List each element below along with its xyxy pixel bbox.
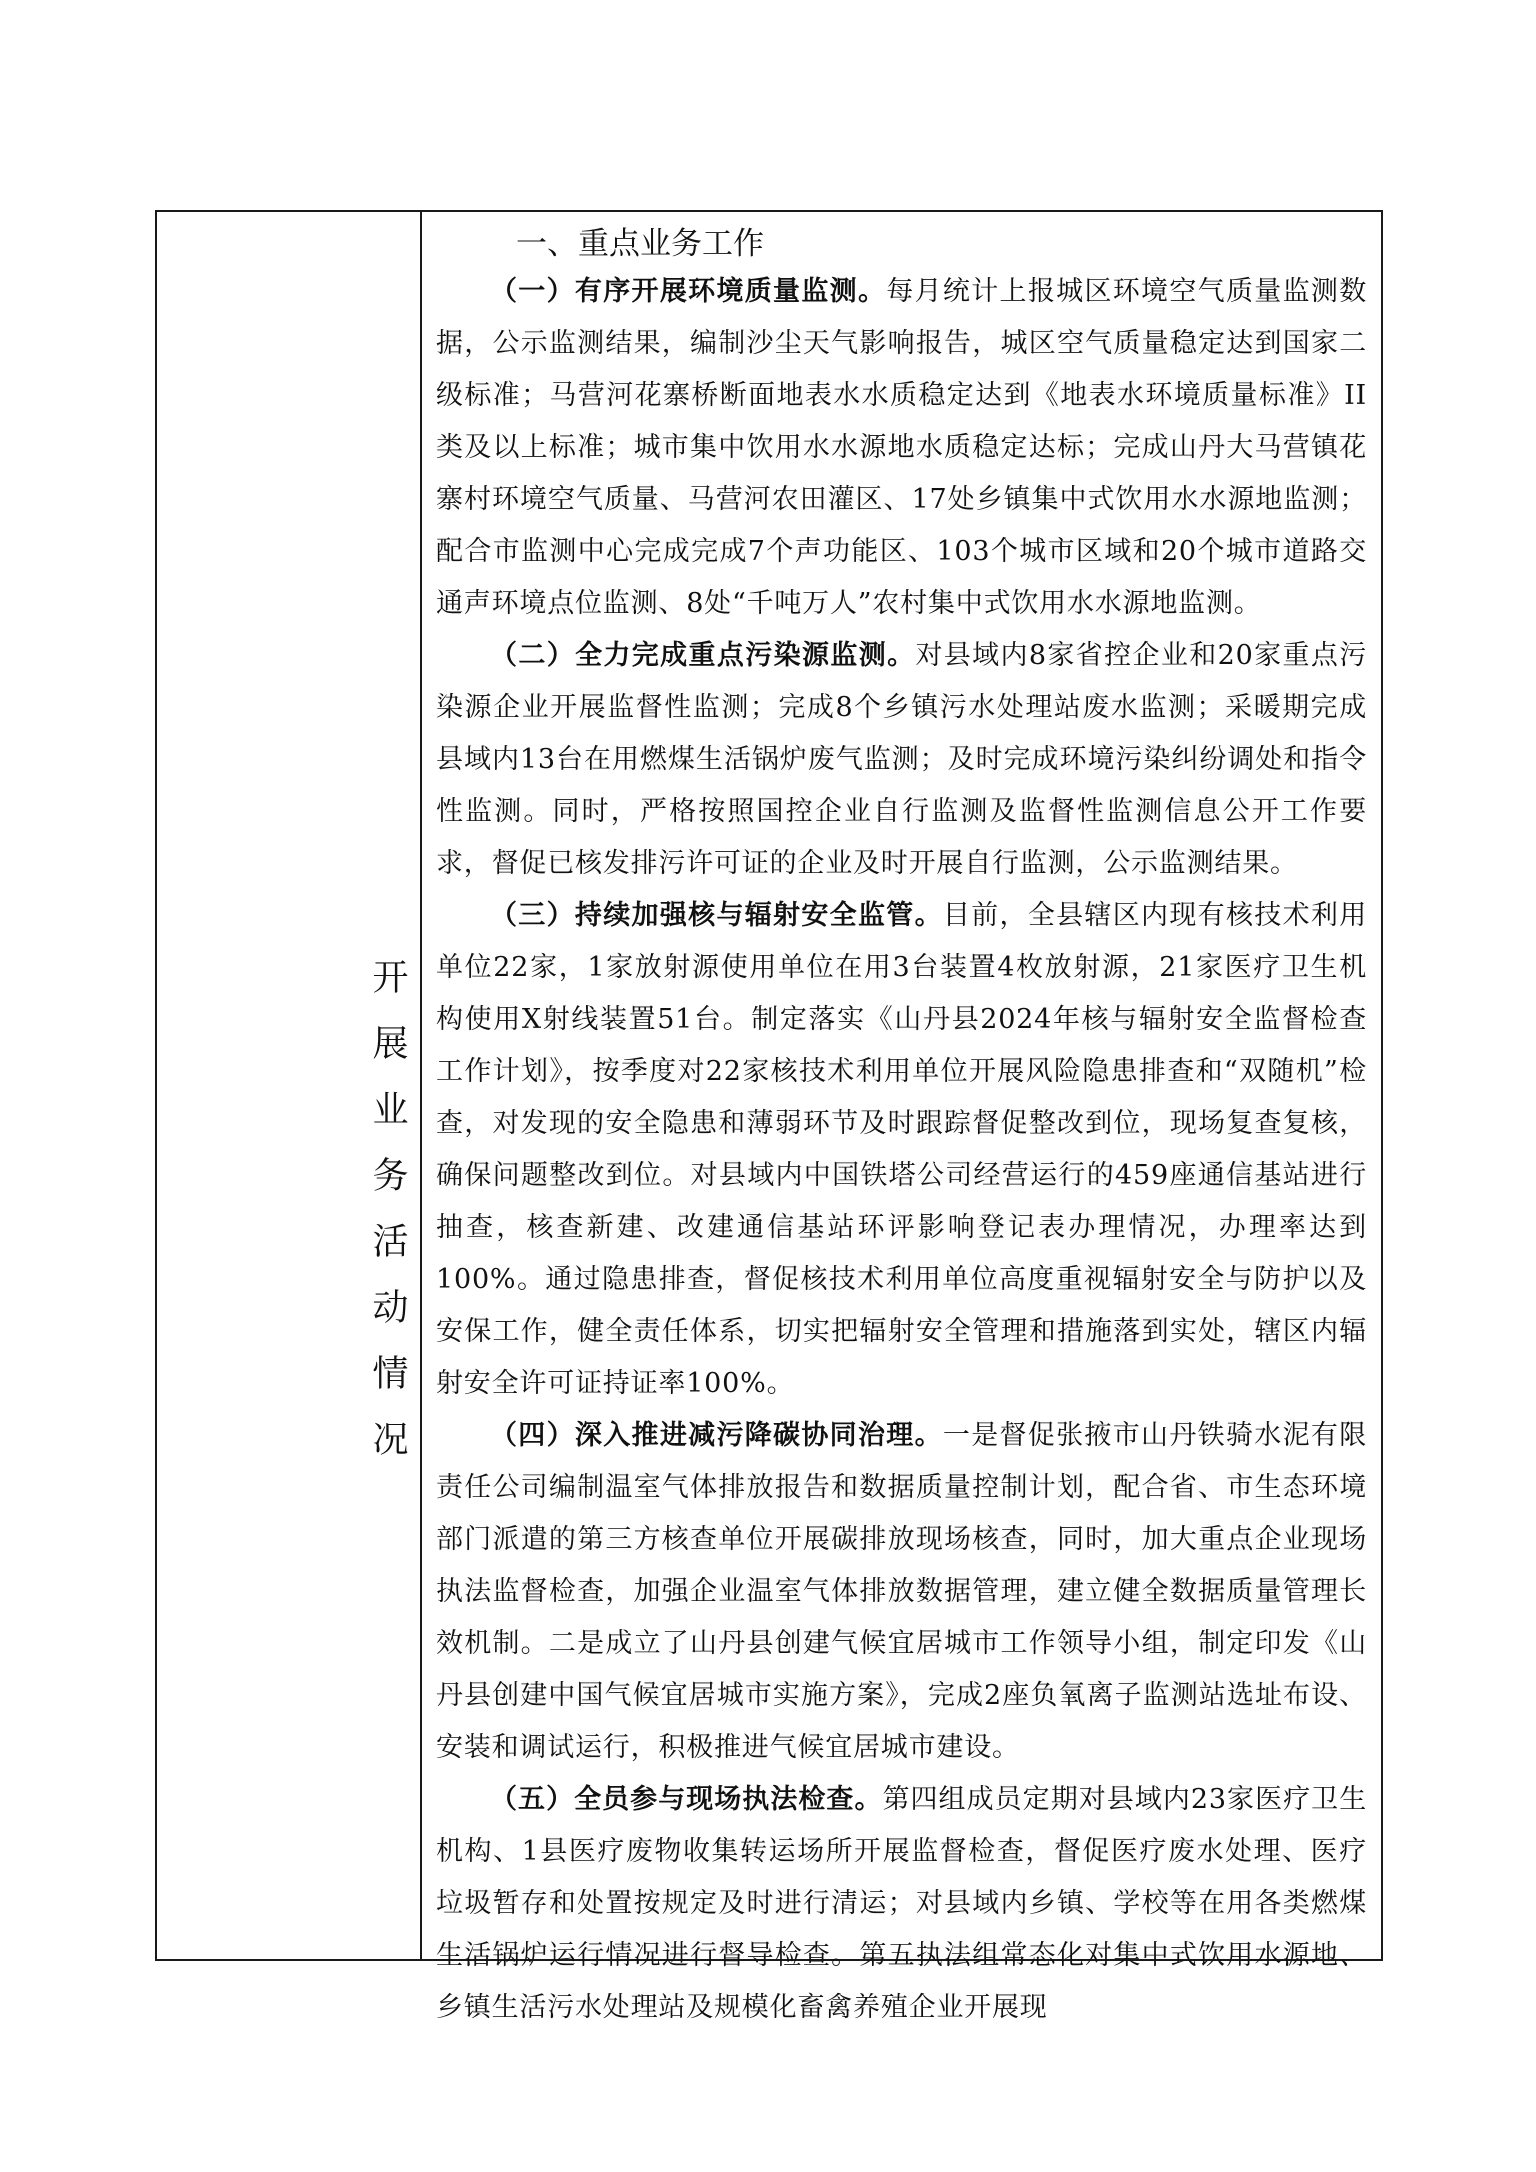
paragraph-lead: （四）深入推进减污降碳协同治理。 <box>490 1420 943 1451</box>
paragraph-lead: （二）全力完成重点污染源监测。 <box>490 640 916 671</box>
paragraph-lead: （五）全员参与现场执法检查。 <box>490 1784 883 1815</box>
paragraph-text: 目前，全县辖区内现有核技术利用单位22家，1家放射源使用单位在用3台装置4枚放射源，21家医疗卫生机构使用X射线装置51台。制定落实《山丹县2024年核与辐射安全监督检查工作计划》，按季度对22家核技术利用单位开展风险隐患排查和“双随机”检查，对发现的安全隐患和薄弱环节及时跟踪督促整改到位，现场复查复核，确保问题整改到位。对县域内中国铁塔公司经营运行的459座通信基站进行抽查，核查新建、改建通信基站环评影响登记表办理情况，办理率达到100%。通过隐患排查，督促核技术利用单位高度重视辐射安全与防护以及安保工作，健全责任体系，切实把辐射安全管理和措施落到实处，辖区内辐射安全许可证持证率100%。 <box>436 900 1367 1399</box>
activity-table <box>155 210 1383 2023</box>
paragraph-3 <box>436 890 1367 1410</box>
row-label-cell <box>157 212 422 1959</box>
paragraph-4 <box>436 1410 1367 1774</box>
section-heading: 一、重点业务工作 <box>516 226 764 262</box>
paragraph-2 <box>436 630 1367 890</box>
paragraph-lead: （三）持续加强核与辐射安全监管。 <box>490 900 943 931</box>
paragraph-text: 第四组成员定期对县域内23家医疗卫生机构、1县医疗废物收集转运场所开展监督检查，督促医疗废水处理、医疗垃圾暂存和处置按规定及时进行清运；对县域内乡镇、学校等在用各类燃煤生活锅炉运行情况进行督导检查。第五执法组常态化对集中式饮用水源地、乡镇生活污水处理站及规模化畜禽养殖企业开展现 <box>436 1784 1367 2023</box>
row-label: 开展业务活动情况 <box>367 958 408 1486</box>
paragraph-text: 一是督促张掖市山丹铁骑水泥有限责任公司编制温室气体排放报告和数据质量控制计划，配合省、市生态环境部门派遣的第三方核查单位开展碳排放现场核查，同时，加大重点企业现场执法监督检查，加强企业温室气体排放数据管理，建立健全数据质量管理长效机制。二是成立了山丹县创建气候宜居城市工作领导小组，制定印发《山丹县创建中国气候宜居城市实施方案》，完成2座负氧离子监测站选址布设、安装和调试运行，积极推进气候宜居城市建设。 <box>436 1420 1367 1763</box>
content-cell <box>422 212 1381 2023</box>
paragraph-text: 对县域内8家省控企业和20家重点污染源企业开展监督性监测；完成8个乡镇污水处理站废水监测；采暖期完成县域内13台在用燃煤生活锅炉废气监测；及时完成环境污染纠纷调处和指令性监测。同时，严格按照国控企业自行监测及监督性监测信息公开工作要求，督促已核发排污许可证的企业及时开展自行监测，公示监测结果。 <box>436 640 1368 879</box>
paragraph-text: 每月统计上报城区环境空气质量监测数据，公示监测结果，编制沙尘天气影响报告，城区空气质量稳定达到国家二级标准；马营河花寨桥断面地表水水质稳定达到《地表水环境质量标准》II类及以上标准；城市集中饮用水水源地水质稳定达标；完成山丹大马营镇花寨村环境空气质量、马营河农田灌区、17处乡镇集中式饮用水水源地监测；配合市监测中心完成完成7个声功能区、103个城市区域和20个城市道路交通声环境点位监测、8处“千吨万人”农村集中式饮用水水源地监测。 <box>436 276 1367 619</box>
paragraph-5 <box>436 1774 1367 2034</box>
paragraph-1 <box>436 266 1367 630</box>
paragraph-lead: （一）有序开展环境质量监测。 <box>490 276 887 307</box>
